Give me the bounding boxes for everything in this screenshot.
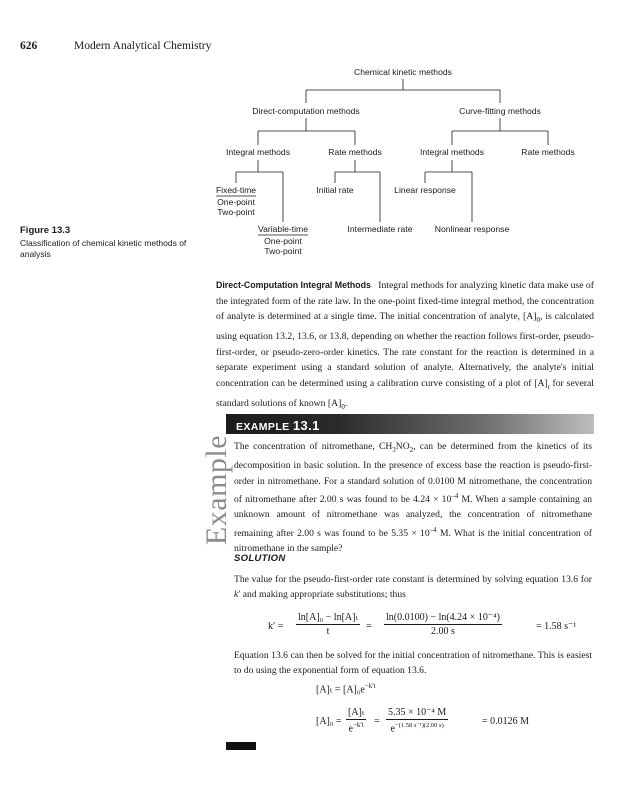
eq-a0-denominator-2 bbox=[386, 720, 448, 734]
eq-a0-fraction-1 bbox=[346, 707, 366, 734]
eq-a0-result: = 0.0126 M bbox=[482, 716, 530, 727]
eq-a0-denominator-1 bbox=[346, 720, 366, 734]
node-intermediate-rate: Intermediate rate bbox=[347, 224, 413, 234]
paragraph-text-c: for several standard solutions of known [A] bbox=[216, 378, 594, 409]
example-end-marker bbox=[226, 742, 256, 750]
node-nonlinear-response: Nonlinear response bbox=[434, 224, 510, 234]
eq-a0-lhs: [A]₀ = bbox=[316, 716, 342, 727]
body-paragraph: Direct-Computation Integral Methods Integral methods for analyzing kinetic data make use of the integrated form of the rate law. In the one-point fixed-time integral method, the concentration of analyte is determined at a single time. The initial concentration of analyte, $[A]_0$, is calculated using equation 13.2, 13.6, or 13.8, depending on whether the reaction follows first-order, pseudo-first-order, or pseudo-zero-order kinetics. The rate constant for the reaction is determined in a separate experiment using a standard solution of analyte. Alternatively, the analyte's initial concentration can be determined using a calibration curve consisting of a plot of $[A]_t$ for several standard solutions of known $[A]_0$. bbox=[216, 280, 594, 411]
node-fixed-time-one-point: One-point bbox=[217, 197, 255, 207]
node-cf-rate: Rate methods bbox=[521, 147, 575, 157]
node-root: Chemical kinetic methods bbox=[354, 67, 452, 77]
problem-text-e: M. What is the initial concentration of nitromethane in the sample? bbox=[234, 527, 592, 555]
node-variable-time: Variable-time bbox=[258, 224, 308, 234]
solution-paragraph-2: Equation 13.6 can then be solved for the initial concentration of nitromethane. This is easiest to do using the exponential form of equation 13.6. bbox=[234, 650, 592, 677]
figure-caption: Classification of chemical kinetic methods of analysis bbox=[20, 238, 187, 259]
eq-k-fraction-2 bbox=[384, 612, 502, 637]
solution-label: SOLUTION bbox=[234, 553, 286, 564]
solution-paragraph-1: The value for the pseudo-first-order rate constant is determined by solving equation 13.6 for k′ and making appropriate substitutions; thus bbox=[234, 574, 592, 601]
node-fixed-time: Fixed-time bbox=[215, 185, 257, 195]
problem-text-d: M. When a sample containing an unknown amount of nitromethane was analyzed, the concentration of nitromethane remaining after 2.00 s was found to be 5.35 × 10 bbox=[234, 493, 592, 539]
problem-text-c: , can be determined from the kinetics of its decomposition in basic solution. In the presence of excess base the reaction is pseudo-first-order in nitromethane. For a standard solution of 0.0100 M nitromethane, the concentration of nitromethane after 2.00 s was found to be 4.24 × 10 bbox=[234, 441, 592, 505]
eq-exponential-base: [A]ₜ = [A]₀e bbox=[316, 684, 365, 696]
eq-a0-denominator-2-base: e bbox=[390, 723, 395, 735]
example-title-number: 13.1 bbox=[292, 418, 320, 433]
paragraph-lead: Direct-Computation Integral Methods bbox=[216, 280, 371, 290]
eq-k-denominator-1: t bbox=[326, 626, 330, 637]
node-fixed-time-two-point: Two-point bbox=[217, 207, 255, 217]
example-side-text: Example bbox=[200, 434, 234, 546]
figure-number: Figure 13.3 bbox=[20, 225, 71, 236]
paragraph-text-d: . bbox=[344, 397, 348, 409]
node-cf-integral: Integral methods bbox=[419, 147, 485, 157]
eq-k-result: = 1.58 s⁻¹ bbox=[536, 621, 577, 632]
classification-tree-diagram bbox=[0, 0, 640, 270]
node-dc-rate: Rate methods bbox=[328, 147, 382, 157]
paragraph-text-a: Integral methods for analyzing kinetic data make use of the integrated form of the rate law. In the one-point fixed-time integral method, the concentration of analyte is determined at a single time. The initial concentration of analyte, [A] bbox=[216, 280, 594, 323]
running-head: Modern Analytical Chemistry bbox=[74, 40, 212, 52]
paragraph-text-b: , is calculated using equation 13.2, 13.6, or 13.8, depending on whether the reaction follows first-order, pseudo-first-order, or pseudo-zero-order kinetics. The rate constant for the reaction is determined in a separate experiment using a standard solution of analyte. Alternatively, the analyte's initial concentration can be determined using a calibration curve consisting of a plot of [A] bbox=[216, 311, 594, 390]
node-linear-response: Linear response bbox=[394, 185, 456, 195]
example-problem: The concentration of nitromethane, $CH_3NO_2$, can be determined from the kinetics of its decomposition in basic solution. In the presence of excess base the reaction is pseudo-first-order in nitromethane. For a standard solution of 0.0100 M nitromethane, the concentration of nitromethane after 2.00 s was found to be $4.24 \times 10^{-4}$ M. When a sample containing an unknown amount of nitromethane was analyzed, the concentration of nitromethane remaining after 2.00 s was found to be $5.35 \times 10^{-4}$ M. What is the initial concentration of nitromethane in the sample? bbox=[234, 441, 592, 555]
eq-k-lhs: k′ = bbox=[268, 621, 284, 632]
node-initial-rate: Initial rate bbox=[316, 185, 354, 195]
solution-1-text-a: The value for the pseudo-first-order rate constant is determined by solving equation 13.6 for bbox=[234, 574, 592, 585]
solution-1-text-b: and making appropriate substitutions; thus bbox=[240, 589, 406, 601]
node-direct-computation: Direct-computation methods bbox=[252, 106, 360, 116]
eq-k-fraction-1 bbox=[296, 612, 360, 637]
example-title bbox=[236, 418, 320, 433]
problem-text-b: NO bbox=[395, 441, 410, 452]
eq-a0-denominator-2-power: −(1.58 s⁻¹)(2.00 s) bbox=[394, 722, 444, 729]
node-curve-fitting: Curve-fitting methods bbox=[459, 106, 541, 116]
problem-text-a: The concentration of nitromethane, CH bbox=[234, 441, 393, 452]
eq-exponential-power: −k′t bbox=[364, 682, 376, 690]
eq-k-equals: = bbox=[366, 621, 372, 632]
eq-k-numerator-1: ln[A]₀ − ln[A]ₜ bbox=[298, 612, 358, 623]
eq-k-denominator-2: 2.00 s bbox=[431, 626, 455, 637]
eq-a0-denominator-1-power: −k′t bbox=[352, 721, 364, 729]
eq-exponential bbox=[316, 682, 376, 695]
eq-k-numerator-2: ln(0.0100) − ln(4.24 × 10⁻⁴) bbox=[386, 612, 500, 623]
node-variable-time-two-point: Two-point bbox=[264, 246, 302, 256]
eq-a0-equals: = bbox=[374, 716, 380, 727]
eq-a0-fraction-2 bbox=[386, 707, 448, 734]
page-number: 626 bbox=[20, 40, 38, 52]
eq-a0-numerator-1: [A]ₜ bbox=[348, 707, 365, 718]
eq-a0-denominator-1-base: e bbox=[348, 723, 353, 735]
example-title-word: EXAMPLE bbox=[236, 421, 290, 433]
eq-a0-numerator-2: 5.35 × 10⁻⁴ M bbox=[388, 707, 447, 718]
node-dc-integral: Integral methods bbox=[225, 147, 291, 157]
node-variable-time-one-point: One-point bbox=[264, 236, 302, 246]
